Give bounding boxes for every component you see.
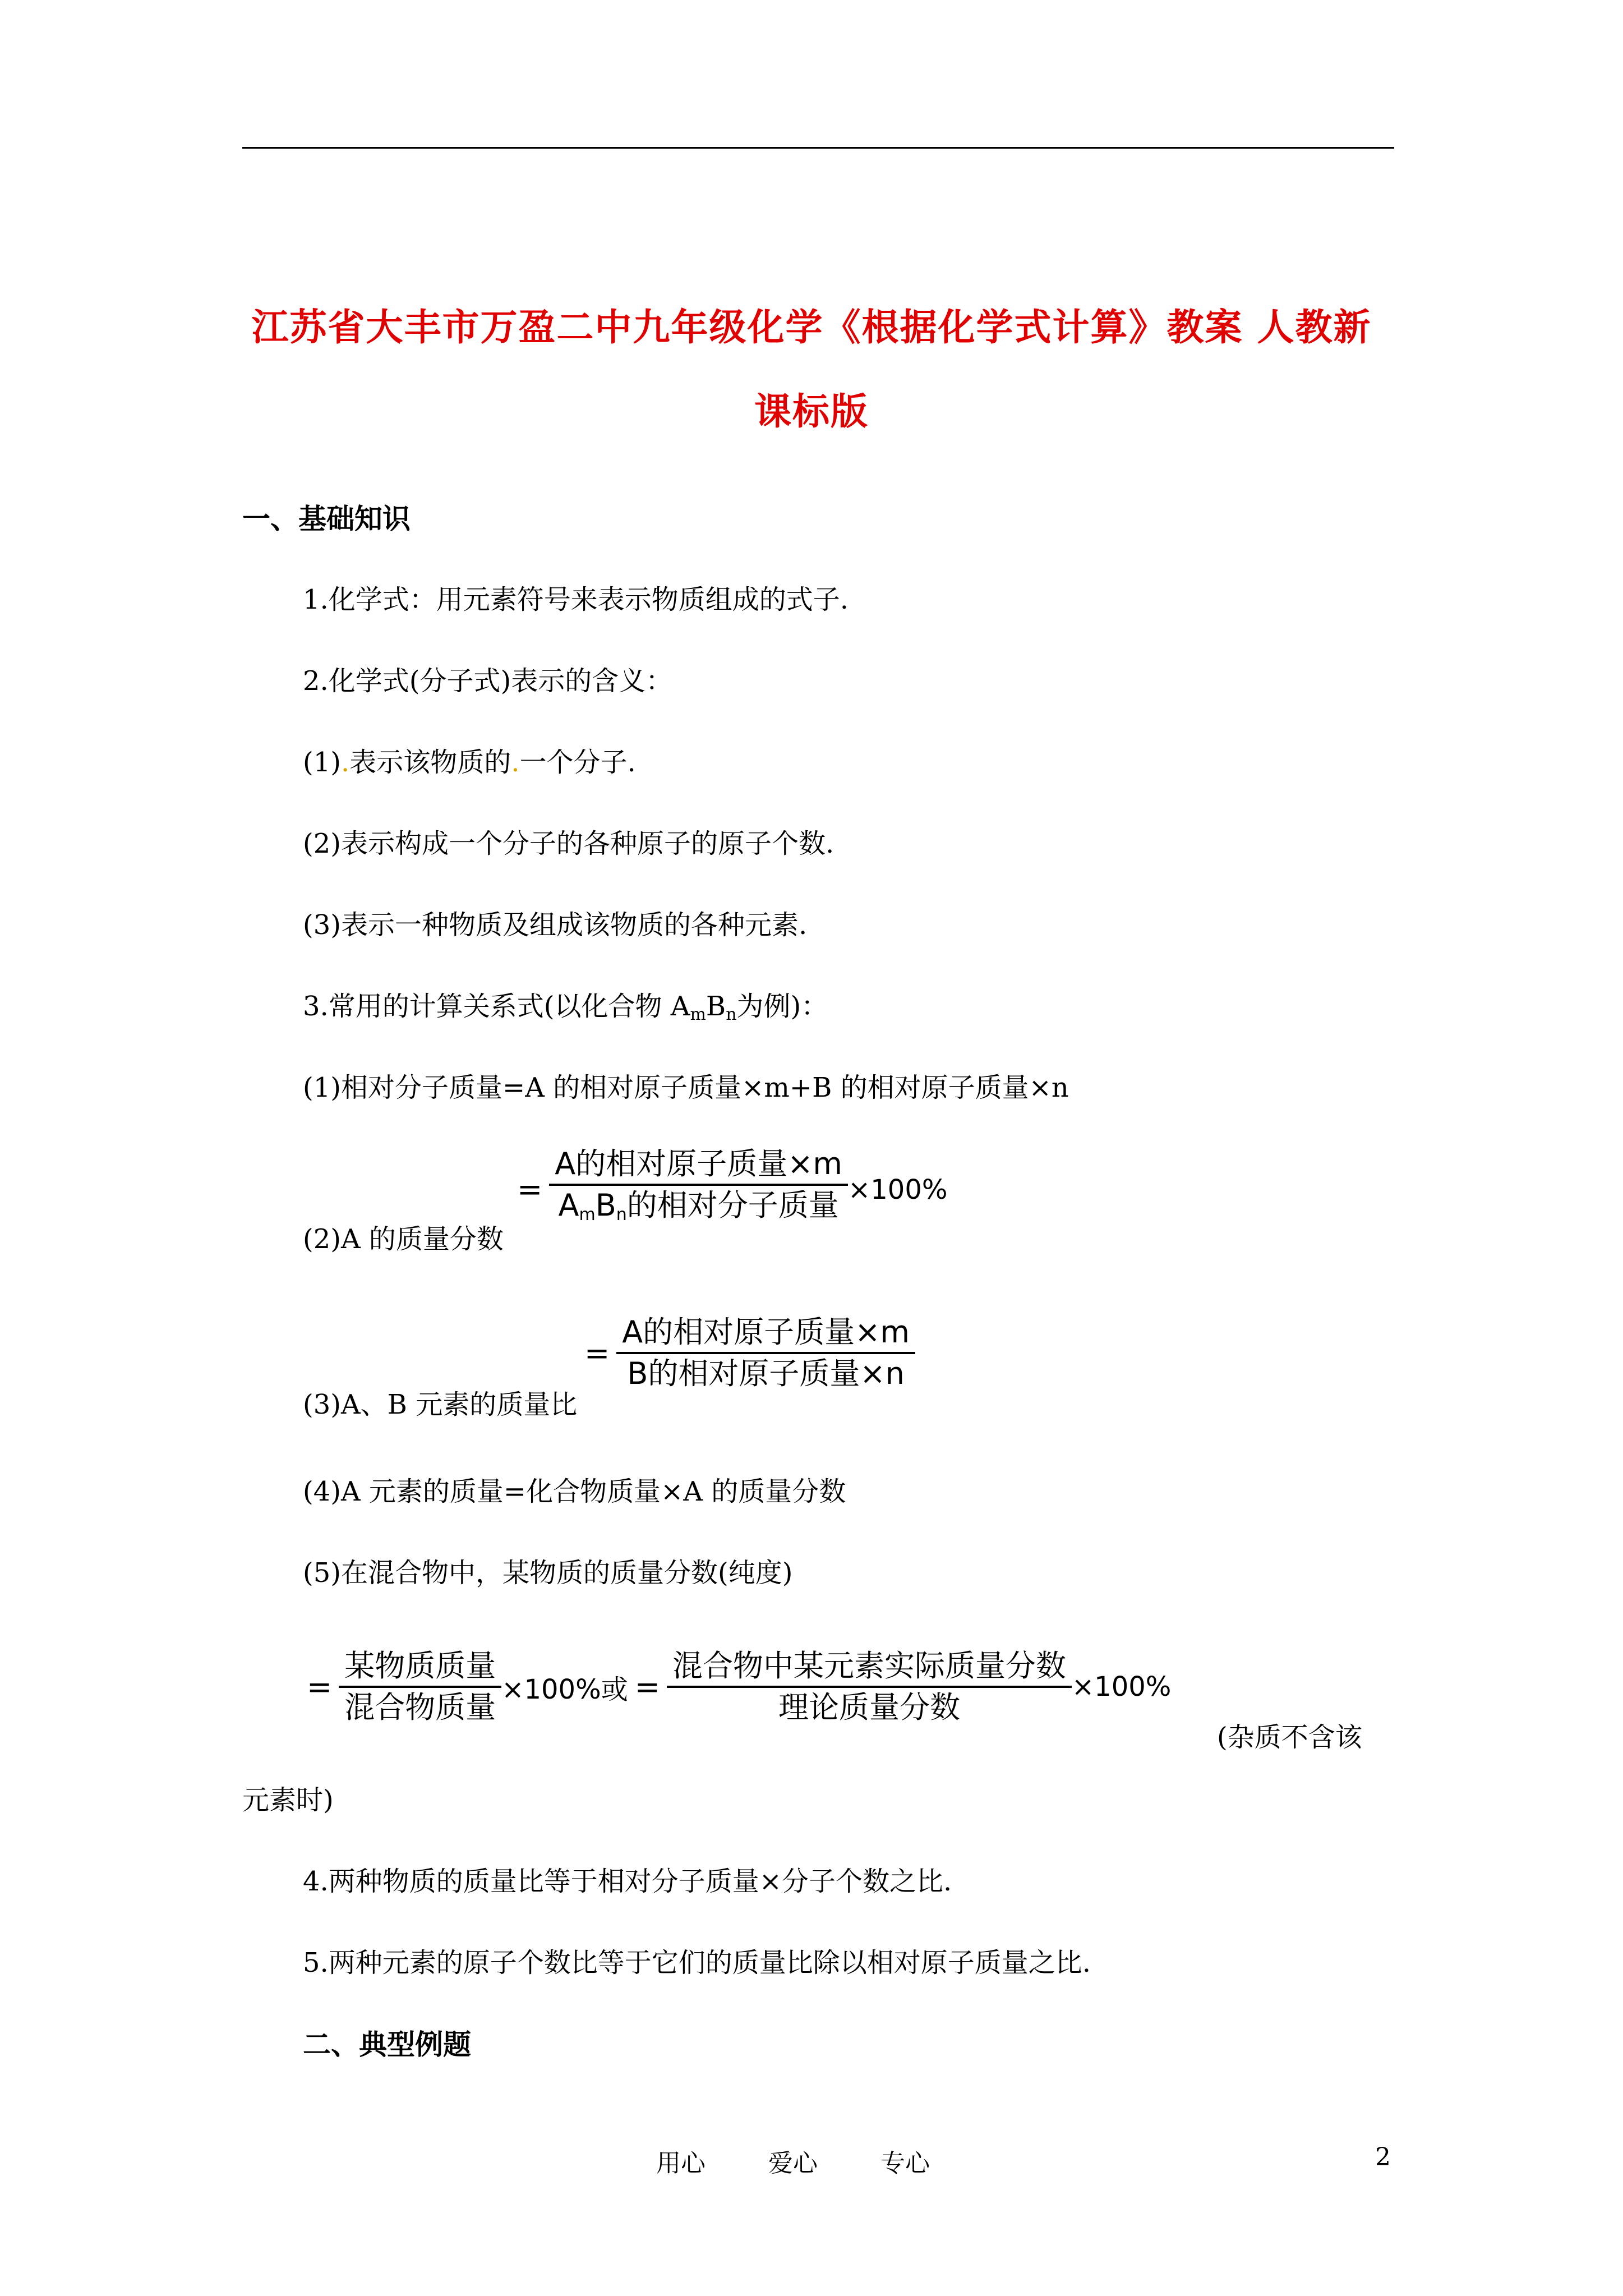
subscript-m: m — [579, 1205, 596, 1225]
footer-slogan-1: 用心 — [656, 2149, 706, 2178]
item-4: 4.两种物质的质量比等于相对分子质量×分子个数之比. — [303, 1866, 952, 1897]
formula-mass-ratio — [578, 1313, 915, 1393]
section-heading-examples: 二、典型例题 — [303, 2028, 471, 2061]
formula-mass-fraction — [510, 1144, 948, 1235]
item-3-text-c: 为例)： — [736, 991, 828, 1022]
formula-purity — [300, 1646, 1171, 1727]
denominator: 混合物质量 — [344, 1690, 496, 1725]
equals-sign: = — [584, 1335, 610, 1371]
footer-slogan-2: 爱心 — [768, 2149, 818, 2178]
item-2-meaning: 2.化学式(分子式)表示的含义： — [303, 665, 673, 697]
item-1-definition: 1.化学式：用元素符号来表示物质组成的式子. — [303, 584, 849, 615]
denominator: 理论质量分数 — [778, 1690, 960, 1725]
den-symbol-a: A — [558, 1188, 579, 1223]
item-3-5: (5)在混合物中，某物质的质量分数(纯度) — [303, 1557, 793, 1589]
item-2-1 — [303, 740, 636, 779]
numerator: 混合物中某元素实际质量分数 — [672, 1648, 1066, 1683]
equals-sign: = — [634, 1669, 660, 1705]
item-3-2-label: (2)A 的质量分数 — [303, 1223, 504, 1255]
item-3-5-note-wrap: 元素时) — [242, 1784, 334, 1816]
item-3-3-label: (3)A、B 元素的质量比 — [303, 1389, 578, 1420]
percent-or: ×100%或 — [501, 1673, 628, 1705]
item-2-2: (2)表示构成一个分子的各种原子的原子个数. — [303, 828, 834, 859]
den-text: 的相对分子质量 — [626, 1188, 839, 1223]
page-number: 2 — [1375, 2143, 1391, 2171]
subscript-n: n — [616, 1205, 627, 1225]
numerator: A的相对原子质量×m — [622, 1314, 910, 1350]
item-3-5-note: (杂质不含该 — [1217, 1722, 1362, 1753]
document-title-line2: 课标版 — [754, 390, 869, 433]
percent-factor: ×100% — [1071, 1671, 1172, 1703]
den-symbol-b: B — [595, 1188, 616, 1223]
dot-mark: . — [341, 747, 350, 778]
item-2-1-text-a: 表示该物质的 — [349, 747, 511, 778]
item-3-1: (1)相对分子质量=A 的相对原子质量×m+B 的相对原子质量×n — [303, 1072, 1069, 1103]
item-5: 5.两种元素的原子个数比等于它们的质量比除以相对原子质量之比. — [303, 1947, 1091, 1978]
denominator — [553, 1186, 845, 1235]
header-rule — [242, 147, 1394, 149]
item-3-4: (4)A 元素的质量=化合物质量×A 的质量分数 — [303, 1476, 846, 1507]
item-2-1-number: (1) — [303, 747, 341, 778]
fraction — [616, 1313, 915, 1393]
item-2-1-text-b: 一个分子. — [519, 747, 636, 778]
footer-slogan-3: 专心 — [880, 2149, 930, 2178]
fraction — [667, 1646, 1072, 1727]
numerator: 某物质质量 — [344, 1648, 496, 1683]
document-title-line1: 江苏省大丰市万盈二中九年级化学《根据化学式计算》教案 人教新 — [251, 306, 1372, 349]
item-3-relations — [303, 984, 828, 1024]
equals-sign: = — [517, 1172, 543, 1207]
subscript-n: n — [726, 1005, 737, 1024]
fraction — [549, 1144, 848, 1235]
dot-mark: . — [511, 747, 520, 778]
item-2-3: (3)表示一种物质及组成该物质的各种元素. — [303, 909, 808, 941]
section-heading-basics: 一、基础知识 — [242, 503, 411, 535]
numerator: A的相对原子质量×m — [555, 1146, 843, 1181]
denominator: B的相对原子质量×n — [627, 1356, 905, 1391]
fraction — [339, 1646, 501, 1727]
item-3-text-b: B — [706, 991, 726, 1022]
percent-factor: ×100% — [848, 1174, 948, 1205]
equals-sign: = — [307, 1669, 333, 1705]
item-3-text-a: 3.常用的计算关系式(以化合物 A — [303, 991, 690, 1022]
subscript-m: m — [690, 1005, 706, 1024]
